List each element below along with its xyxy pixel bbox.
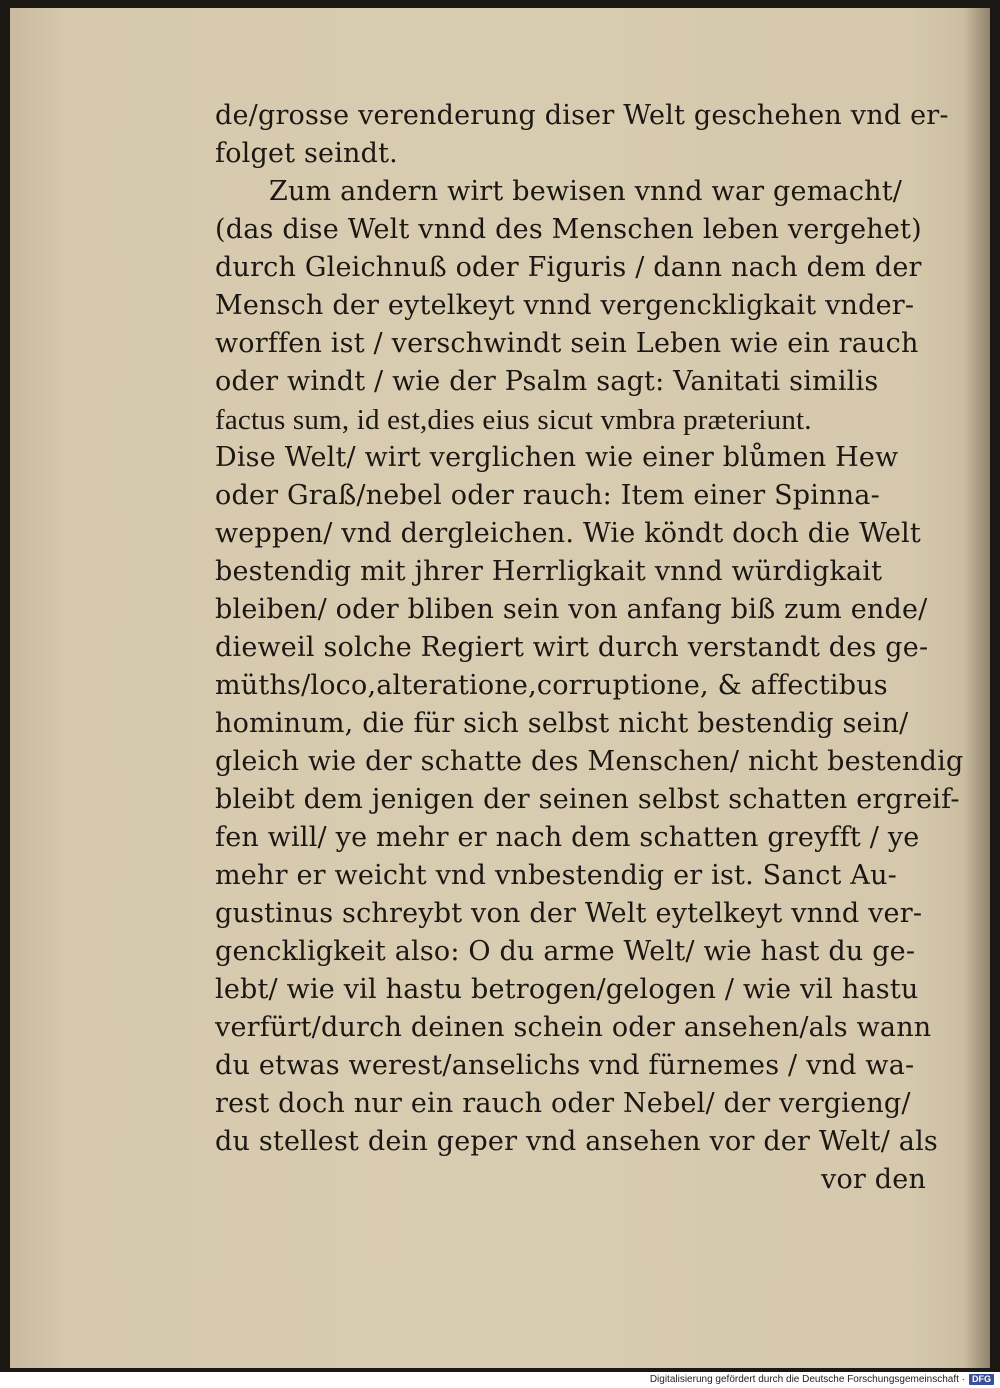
text-line-4: (das dise Welt vnnd des Menschen leben vergehet) [215,214,922,245]
text-line-22: gustinus schreybt von der Welt eytelkeyt vnnd ver- [215,898,923,929]
text-line-1: de/grosse verenderung diser Welt geschehen vnd er- [215,100,949,131]
text-line-2: folget seindt. [215,138,398,169]
dfg-logo: DFG [969,1374,994,1385]
text-line-23: genckligkeit also: O du arme Welt/ wie hast du ge- [215,936,916,967]
text-line-5: durch Gleichnuß oder Figuris / dann nach dem der [215,252,922,283]
text-line-18: gleich wie der schatte des Menschen/ nicht bestendig [215,746,964,777]
text-line-15: dieweil solche Regiert wirt durch verstandt des ge- [215,632,929,663]
text-line-20: fen will/ ye mehr er nach dem schatten greyfft / ye [215,822,920,853]
text-line-13: bestendig mit jhrer Herrligkait vnnd würdigkait [215,556,883,587]
page-edge-shadow [964,8,990,1368]
text-line-24: lebt/ wie vil hastu betrogen/gelogen / wie vil hastu [215,974,919,1005]
text-line-17: hominum, die für sich selbst nicht bestendig sein/ [215,708,909,739]
text-line-7: worffen ist / verschwindt sein Leben wie ein rauch [215,328,919,359]
text-line-12: weppen/ vnd dergleichen. Wie köndt doch die Welt [215,518,921,549]
text-line-19: bleibt dem jenigen der seinen selbst schatten ergreif- [215,784,960,815]
text-line-26: du etwas werest/anselichs vnd fürnemes / vnd wa- [215,1050,915,1081]
text-line-21: mehr er weicht vnd vnbestendig er ist. Sanct Au- [215,860,897,891]
text-line-6: Mensch der eytelkeyt vnnd vergenckligkait vnder- [215,290,915,321]
text-line-25: verfürt/durch deinen schein oder ansehen/als wann [215,1012,932,1043]
text-line-27: rest doch nur ein rauch oder Nebel/ der vergieng/ [215,1088,911,1119]
text-line-28: du stellest dein geper vnd ansehen vor der Welt/ als [215,1126,938,1157]
text-line-10: Dise Welt/ wirt verglichen wie einer blůmen Hew [215,442,899,473]
text-line-3: Zum andern wirt bewisen vnnd war gemacht/ [269,176,903,207]
text-line-9: factus sum, id est,dies eius sicut vmbra præteriunt. [215,404,812,436]
text-line-11: oder Graß/nebel oder rauch: Item einer Spinna- [215,480,880,511]
digitization-footer [650,1372,994,1386]
book-page [10,8,990,1368]
footer-credit-text: Digitalisierung gefördert durch die Deutsche Forschungsgemeinschaft · [649,1373,965,1385]
text-line-16: müths/loco,alteratione,corruptione, & affectibus [215,670,888,701]
text-line-8: oder windt / wie der Psalm sagt: Vanitati similis [215,366,879,397]
catchword: vor den [821,1164,927,1195]
text-line-14: bleiben/ oder bliben sein von anfang biß zum ende/ [215,594,928,625]
